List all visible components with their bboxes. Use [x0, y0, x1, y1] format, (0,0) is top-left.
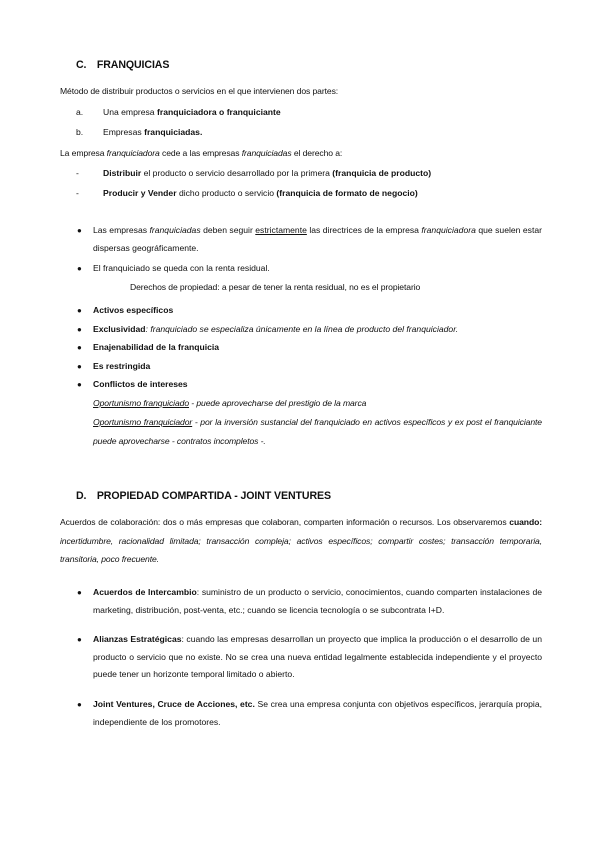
section-d-letter: D. [76, 490, 87, 502]
bullet-dot-icon: ● [77, 325, 82, 334]
feature-exclusividad [60, 321, 542, 339]
right-bold: (franquicia de producto) [332, 168, 432, 178]
item-label: Alianzas Estratégicas [93, 634, 182, 644]
intro-bold: cuando: [509, 517, 542, 527]
oportunismo-franquiciador [93, 413, 542, 450]
party-bold: franquiciadora o franquiciante [156, 107, 281, 117]
bullet-text: Las empresas [93, 225, 150, 235]
property-rights-note: Derechos de propiedad: a pesar de tener la renta residual, no es el propietario [130, 282, 421, 292]
party-marker: a. [76, 107, 84, 117]
item-joint-ventures [60, 696, 542, 731]
franquicias-intro: Método de distribuir productos o servicios en el que intervienen dos partes: [60, 86, 339, 96]
bullet-dot-icon: ● [77, 362, 82, 371]
bullet-dot-icon: ● [77, 380, 82, 389]
cede-text: el derecho a: [291, 148, 343, 158]
bullet-dot-icon: ● [77, 226, 82, 235]
bullet-renta-residual [60, 260, 542, 278]
section-c-title: FRANQUICIAS [96, 59, 170, 71]
item-text: : cuando las empresas desarrollan un proyecto que implica la producción o el desarrollo de un producto o servicio que no existe. No se crea una nueva entidad legalmente establecida independiente y el proyecto puede tener un horizonte temporal limitado o abierto. [93, 634, 542, 679]
intro-italic: incertidumbre, racionalidad limitada; transacción compleja; activos específicos; compartir costes; transacción temporaria, transitoria, poco frecuente. [60, 535, 542, 564]
oportunismo-text: - por la inversión sustancial del franquiciado en activos específicos y ex post el franquiciante puede aprovecharse - contratos incompletos -. [93, 417, 542, 446]
item-alianzas-estrategicas [60, 631, 542, 684]
feature-label: Enajenabilidad de la franquicia [93, 342, 220, 352]
feature-label: Conflictos de intereses [93, 379, 188, 389]
section-d-heading [76, 487, 558, 506]
feature-enajenabilidad [60, 339, 542, 357]
bullet-underline: estrictamente [255, 225, 307, 235]
bullet-dot-icon: ● [77, 306, 82, 315]
item-acuerdos-intercambio [60, 584, 542, 619]
item-label: Joint Ventures, Cruce de Acciones, etc. [93, 699, 255, 709]
acuerdos-intro [60, 513, 542, 569]
right-bold: (franquicia de formato de negocio) [276, 188, 418, 198]
cede-paragraph [60, 144, 542, 163]
feature-label: Exclusividad [93, 324, 146, 334]
oportunismo-franquiciado [93, 394, 542, 413]
bullet-dot-icon: ● [77, 264, 82, 273]
bullet-italic: franquiciadora [421, 225, 476, 235]
item-label: Acuerdos de Intercambio [93, 587, 197, 597]
right-bold: Producir y Vender [103, 188, 177, 198]
party-marker: b. [76, 127, 84, 137]
party-text: Una empresa [103, 107, 157, 117]
dash-marker: - [76, 188, 79, 198]
right-bold: Distribuir [103, 168, 142, 178]
party-text: Empresas [103, 127, 145, 137]
bullet-dot-icon: ● [77, 635, 82, 644]
section-c-heading [76, 56, 558, 75]
bullet-italic: franquiciadas [149, 225, 201, 235]
feature-label: Es restringida [93, 361, 151, 371]
dash-marker: - [76, 168, 79, 178]
bullet-text: que suelen estar dispersas geográficamente. [93, 225, 542, 253]
section-d-title: PROPIEDAD COMPARTIDA - JOINT VENTURES [96, 490, 331, 502]
bullet-text: El franquiciado se queda con la renta residual. [93, 263, 270, 273]
bullet-text: deben seguir [200, 225, 256, 235]
bullet-dot-icon: ● [77, 588, 82, 597]
party-bold: franquiciadas. [144, 127, 203, 137]
oportunismo-text: - puede aprovecharse del prestigio de la marca [189, 398, 367, 408]
feature-conflictos [60, 376, 542, 394]
bullet-dot-icon: ● [77, 700, 82, 709]
cede-italic: franquiciadora [106, 148, 160, 158]
cede-text: cede a las empresas [159, 148, 242, 158]
bullet-text: las directrices de la empresa [306, 225, 422, 235]
feature-restringida [60, 358, 542, 376]
intro-text: Acuerdos de colaboración: dos o más empresas que colaboran, comparten información o recursos. Los observaremos [60, 517, 510, 527]
right-text: el producto o servicio desarrollado por la primera [141, 168, 333, 178]
feature-activos [60, 302, 542, 320]
cede-text: La empresa [60, 148, 107, 158]
item-text: Se crea una empresa conjunta con objetivos específicos, jerarquía propia, independiente de los promotores. [93, 699, 542, 727]
right-text: dicho producto o servicio [176, 188, 277, 198]
bullet-dot-icon: ● [77, 343, 82, 352]
oportunismo-label: Oportunismo franquiciado [93, 398, 190, 408]
bullet-franquiciadas [60, 222, 542, 257]
section-c-letter: C. [76, 59, 87, 71]
item-text: : suministro de un producto o servicio, conocimientos, cuando comparten instalaciones de marketing, distribución, post-venta, etc.; cuando se licencia tecnología o se subcontrata I+D. [93, 587, 543, 615]
feature-desc: : franquiciado se especializa únicamente en la línea de producto del franquiciador. [145, 324, 459, 334]
oportunismo-label: Oportunismo franquiciador [93, 417, 193, 427]
cede-italic: franquiciadas [241, 148, 292, 158]
feature-label: Activos específicos [93, 305, 174, 315]
